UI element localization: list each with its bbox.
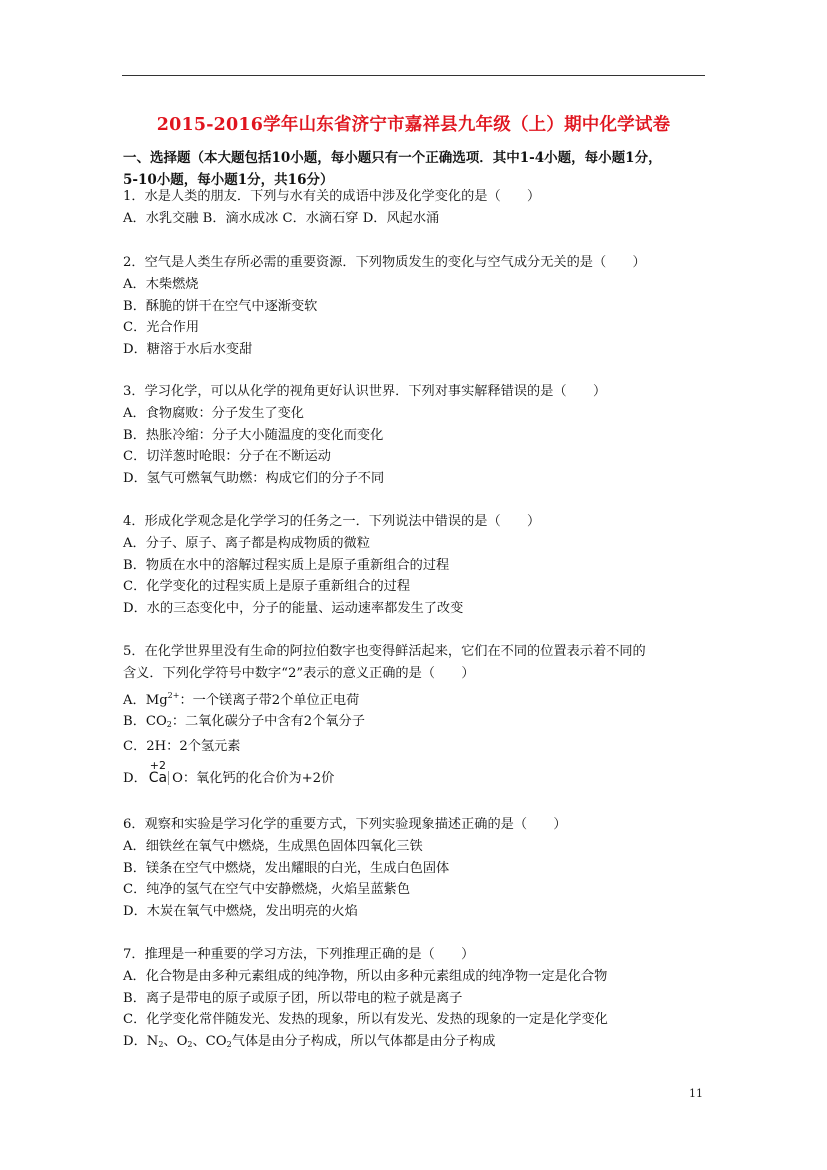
option-d-part: 、CO	[192, 1034, 227, 1050]
ion-charge-superscript: 2+	[167, 690, 180, 700]
option-d-part: 气体是由分子构成，所以气体都是由分子构成	[231, 1034, 496, 1050]
option-b-text: ：二氧化碳分子中含有2个氧分子	[171, 714, 365, 730]
subscript: 2	[187, 1040, 193, 1050]
option-a: A．化合物是由多种元素组成的纯净物，所以由多种元素组成的纯净物一定是化合物	[123, 968, 608, 984]
question-6	[123, 814, 713, 923]
section-heading-line-1: 一、选择题（本大题包括10小题，每小题只有一个正确选项．其中1-4小题，每小题1分，	[123, 150, 662, 166]
question-3	[123, 381, 713, 490]
option-b: B．物质在水中的溶解过程实质上是原子重新组合的过程	[123, 557, 450, 573]
subscript: 2	[166, 720, 172, 730]
option-a: A．木柴燃烧	[123, 276, 199, 292]
element-symbol: Ca	[148, 769, 168, 786]
option-a: A．细铁丝在氧气中燃烧，生成黑色固体四氧化三铁	[123, 838, 423, 854]
option-d-text: O：氧化钙的化合价为+2价	[172, 770, 335, 786]
formula-divider	[168, 771, 169, 785]
question-5	[123, 641, 713, 790]
question-stem: 7．推理是一种重要的学习方法，下列推理正确的是（ ）	[123, 947, 475, 962]
question-options: A．水乳交融 B．滴水成冰 C．水滴石穿 D．风起水涌	[123, 210, 440, 226]
question-stem: 2．空气是人类生存所必需的重要资源．下列物质发生的变化与空气成分无关的是（ ）	[123, 255, 646, 270]
option-d-part: D．N	[123, 1034, 159, 1050]
option-b-label: B．CO	[123, 714, 167, 730]
option-d: D．水的三态变化中，分子的能量、运动速率都发生了改变	[123, 601, 464, 617]
option-d: D．木炭在氧气中燃烧，发出明亮的火焰	[123, 904, 358, 920]
question-4	[123, 511, 713, 620]
option-c: C．化学变化常伴随发光、发热的现象，所以有发光、发热的现象的一定是化学变化	[123, 1012, 608, 1028]
subscript: 2	[226, 1040, 232, 1050]
option-d	[123, 758, 713, 790]
question-stem: 3．学习化学，可以从化学的视角更好认识世界．下列对事实解释错误的是（ ）	[123, 384, 607, 399]
option-a-label: A．Mg	[123, 692, 168, 708]
question-2	[123, 252, 713, 361]
valence-number: +2	[149, 758, 166, 772]
header-rule	[122, 75, 705, 76]
option-a	[123, 685, 713, 712]
valence-formula	[148, 758, 169, 790]
question-stem: 1．水是人类的朋友．下列与水有关的成语中涉及化学变化的是（ ）	[123, 189, 541, 204]
option-b: B．热胀冷缩：分子大小随温度的变化而变化	[123, 427, 384, 443]
question-1	[123, 186, 713, 230]
question-stem-line-1: 5．在化学世界里没有生命的阿拉伯数字也变得鲜活起来，它们在不同的位置表示着不同的	[123, 644, 646, 659]
option-d: D．糖溶于水后水变甜	[123, 342, 253, 358]
option-d	[123, 1031, 713, 1056]
option-b: B．酥脆的饼干在空气中逐渐变软	[123, 298, 318, 314]
question-stem: 4．形成化学观念是化学学习的任务之一．下列说法中错误的是（ ）	[123, 514, 541, 529]
subscript: 2	[158, 1040, 164, 1050]
option-c: C．光合作用	[123, 320, 200, 336]
option-c: C．纯净的氢气在空气中安静燃烧，火焰呈蓝紫色	[123, 882, 411, 898]
option-a-text: ：一个镁离子带2个单位正电荷	[179, 692, 360, 708]
option-d-label: D．	[123, 770, 147, 786]
option-b	[123, 711, 713, 736]
question-stem-line-2: 含义．下列化学符号中数字“2”表示的意义正确的是（ ）	[123, 665, 475, 681]
option-b: B．离子是带电的原子或原子团，所以带电的粒子就是离子	[123, 990, 463, 1006]
option-d-part: 、O	[163, 1034, 188, 1050]
question-7	[123, 944, 713, 1056]
section-heading	[123, 147, 713, 191]
section-heading-line-2: 5-10小题，每小题1分，共16分）	[123, 172, 334, 188]
option-c: C．2H：2个氢元素	[123, 739, 241, 755]
option-a: A．食物腐败：分子发生了变化	[123, 405, 304, 421]
option-c: C．化学变化的过程实质上是原子重新组合的过程	[123, 579, 411, 595]
question-stem: 6．观察和实验是学习化学的重要方式，下列实验现象描述正确的是（ ）	[123, 817, 567, 832]
option-a: A．分子、原子、离子都是构成物质的微粒	[123, 535, 370, 551]
page-number: 11	[689, 1087, 703, 1100]
option-b: B．镁条在空气中燃烧，发出耀眼的白光，生成白色固体	[123, 860, 450, 876]
option-c: C．切洋葱时呛眼：分子在不断运动	[123, 449, 331, 465]
option-d: D．氢气可燃氧气助燃：构成它们的分子不同	[123, 471, 385, 487]
exam-title: 2015-2016学年山东省济宁市嘉祥县九年级（上）期中化学试卷	[156, 115, 671, 135]
